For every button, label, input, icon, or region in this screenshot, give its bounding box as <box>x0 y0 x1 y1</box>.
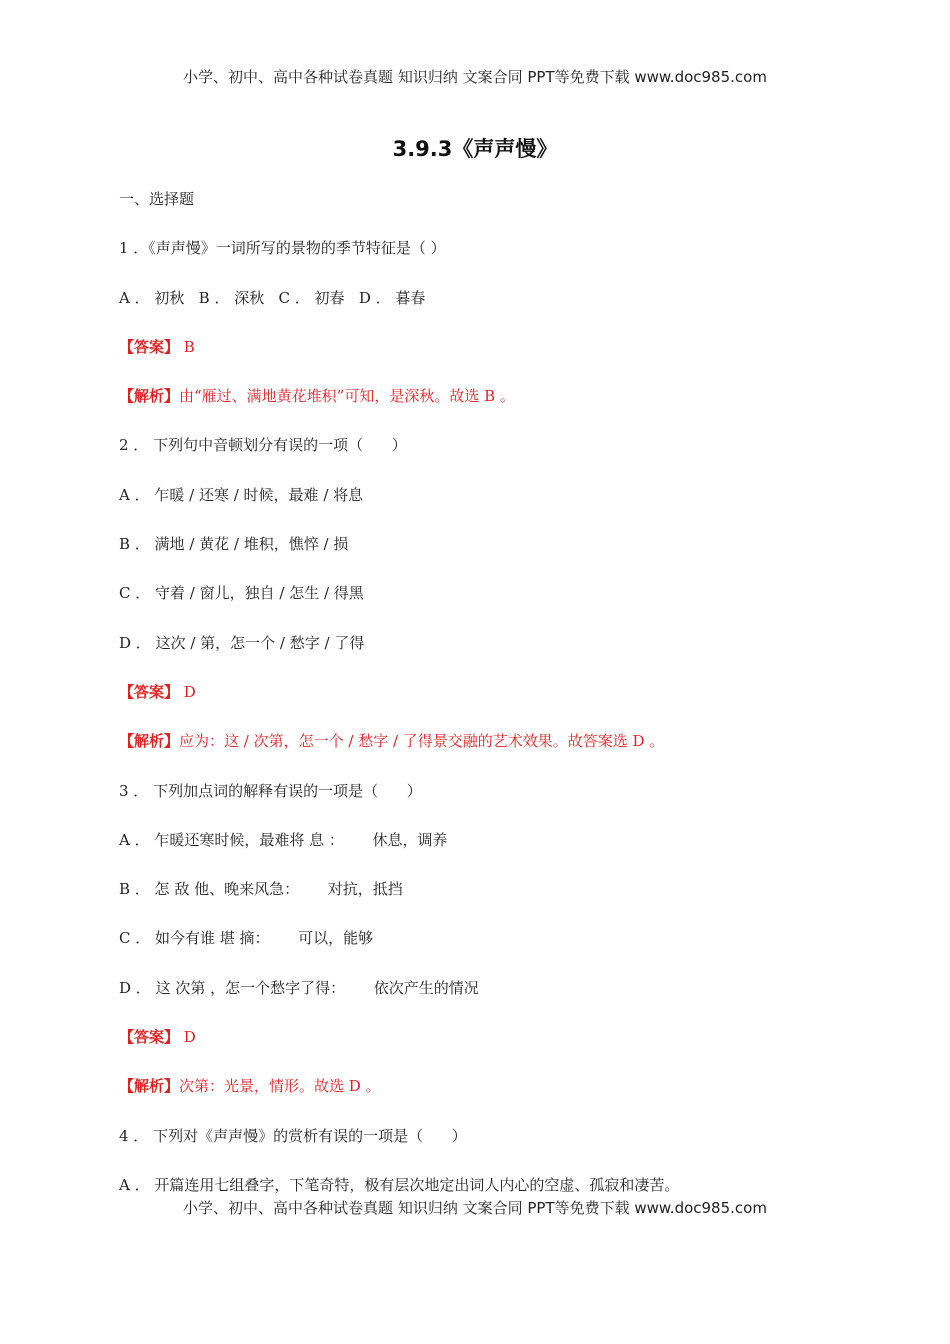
question-2-analysis <box>119 730 839 779</box>
question-3-option-c: C ． 如今有谁 堪 摘： 可以，能够 <box>119 929 374 948</box>
question-3-option-b: B ． 怎 敌 他、晚来风急： 对抗，抵挡 <box>119 880 403 899</box>
page-footer: 小学、初中、高中各种试卷真题 知识归纳 文案合同 PPT等免费下载 www.doc985.com <box>183 1199 767 1217</box>
analysis-tag: 【解析】 <box>119 1077 180 1096</box>
answer-value: B <box>179 337 195 356</box>
question-4-option-a: A ． 开篇连用七组叠字，下笔奇特，极有层次地定出词人内心的空虚、孤寂和凄苦。 <box>119 1175 680 1194</box>
analysis-text: 应为：这 / 次第，怎一个 / 愁字 / 了得景交融的艺术效果。故答案选 D 。 <box>179 732 665 751</box>
page-title: 3.9.3《声声慢》 <box>392 137 558 161</box>
question-2-stem: 2 ． 下列句中音顿划分有误的一项（ ） <box>119 436 407 455</box>
analysis-text: 由“雁过、满地黄花堆积”可知，是深秋。故选 B 。 <box>179 387 515 406</box>
answer-value: D <box>179 1028 196 1047</box>
answer-tag: 【答案】 <box>119 682 180 701</box>
question-3-stem: 3 ． 下列加点词的解释有误的一项是（ ） <box>119 781 422 800</box>
answer-tag: 【答案】 <box>119 337 180 356</box>
question-2-option-b: B ． 满地 / 黄花 / 堆积，憔悴 / 损 <box>119 535 349 554</box>
question-3-option-a: A ． 乍暖还寒时候，最难将 息 ： 休息，调养 <box>119 830 448 849</box>
question-4-stem: 4 ． 下列对《声声慢》的赏析有误的一项是（ ） <box>119 1126 467 1145</box>
question-3-option-d: D ． 这 次第 ，怎一个愁字了得： 依次产生的情况 <box>119 978 479 997</box>
section-heading: 一、选择题 <box>119 190 195 208</box>
question-3-analysis <box>119 1075 839 1124</box>
answer-value: D <box>179 682 196 701</box>
question-2-answer <box>119 681 839 730</box>
question-1-answer <box>119 336 839 385</box>
analysis-tag: 【解析】 <box>119 732 180 751</box>
question-1-stem: 1 ．《声声慢》一词所写的景物的季节特征是（ ） <box>119 239 446 258</box>
question-2-option-d: D ． 这次 / 第，怎一个 / 愁字 / 了得 <box>119 633 365 652</box>
question-3-answer <box>119 1026 839 1075</box>
question-1-options: A ． 初秋 B ． 深秋 C ． 初春 D ． 暮春 <box>119 288 426 307</box>
question-2-option-a: A ． 乍暖 / 还寒 / 时候，最难 / 将息 <box>119 485 364 504</box>
analysis-tag: 【解析】 <box>119 387 180 406</box>
question-2-option-c: C ． 守着 / 窗儿，独自 / 怎生 / 得黑 <box>119 584 364 603</box>
answer-tag: 【答案】 <box>119 1028 180 1047</box>
analysis-text: 次第：光景，情形。故选 D 。 <box>179 1077 381 1096</box>
question-1-analysis <box>119 385 839 434</box>
page-header: 小学、初中、高中各种试卷真题 知识归纳 文案合同 PPT等免费下载 www.doc985.com <box>183 68 767 86</box>
document-body <box>119 188 839 1223</box>
